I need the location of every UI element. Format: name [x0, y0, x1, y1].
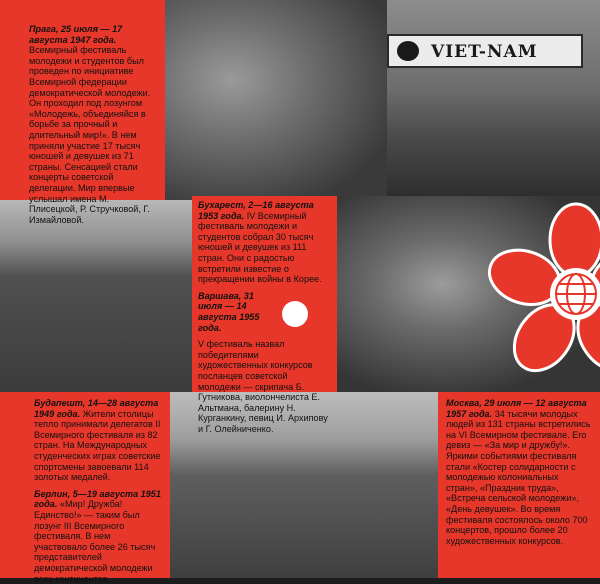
- festival-flower-emblem-icon: [494, 196, 600, 392]
- photo-city-crowd: [0, 200, 192, 392]
- section-prague: [0, 0, 165, 225]
- section-body: Жители столицы тепло принимали делегатов II Всемирного фестиваля из 82 стран. На Международных студенческих играх советские спортсмены завоевали 114 золотых медалей.: [34, 408, 161, 483]
- section-body: 34 тысячи молодых людей из 131 страны встретились на VI Всемирном фестивале. Его девиз — «За мир и дружбу!». Яркими событиями фестиваля стали «Костер солидарности с молодежью колониальных стран», «Праздник труда», «Встреча сельской молодежи», «День девушек». Во время фестиваля состоялось около 700 концертов, прошло более 20 художественных конкурсов.: [446, 408, 591, 546]
- vietnam-banner: [387, 34, 583, 68]
- banner-emblem-icon: [397, 41, 419, 61]
- section-body: Всемирный фестиваль молодежи и студентов был проведен по инициативе Всемирной федерации демократической молодежи. Он проходил под лозунгом «Молодежь, объединяйся в борьбе за прочный и длительный мир!». В нем приняли участие 17 тысяч юношей и девушек из 71 страны. Сенсацией стали концерты советской делегации. Мир впервые услышал имена М. Плисецкой, Р. Стручковой, Г. Измайловой.: [29, 45, 151, 225]
- section-heading: Варшава, 31 июля — 14 августа 1955 года.: [198, 290, 260, 333]
- banner-text: VIET-NAM: [431, 42, 538, 62]
- section-bucharest-warsaw: [192, 196, 337, 434]
- section-heading: Прага, 25 июля — 17 августа 1947 года.: [29, 24, 123, 45]
- section-heading: Бухарест, 2—16 августа 1953 года.: [198, 200, 314, 221]
- section-body: IV Всемирный фестиваль молодежи и студентов собрал 30 тысяч юношей и девушек из 111 стран. Они с радостью встретили известие о прекращении войны в Корее.: [198, 210, 322, 285]
- section-moscow: [438, 392, 600, 578]
- section-heading: Будапешт, 14—28 августа 1949 года.: [34, 398, 159, 419]
- photo-vietnam-parade: [387, 0, 600, 196]
- section-heading: Берлин, 5—19 августа 1951 года.: [34, 488, 161, 510]
- section-body: V фестиваль назвал победителями художественных конкурсов посланцев советской молодежи — скрипача Б. Гутникова, виолончелиста Е. Альтмана, балерину Н. Курганкину, певиц И. Архипову и Г. Олейниченко.: [198, 339, 328, 434]
- section-body: «Мир! Дружба! Единство!» — таким был лозунг III Всемирного фестиваля. В нем участвовало более 26 тысяч представителей демократической молодежи всех континентов.: [34, 499, 156, 584]
- section-heading: Москва, 29 июля — 12 августа 1957 года.: [446, 398, 587, 419]
- white-circle-ornament: [282, 301, 308, 327]
- section-budapest-berlin: [0, 392, 170, 584]
- photo-prague-couple: [165, 0, 387, 200]
